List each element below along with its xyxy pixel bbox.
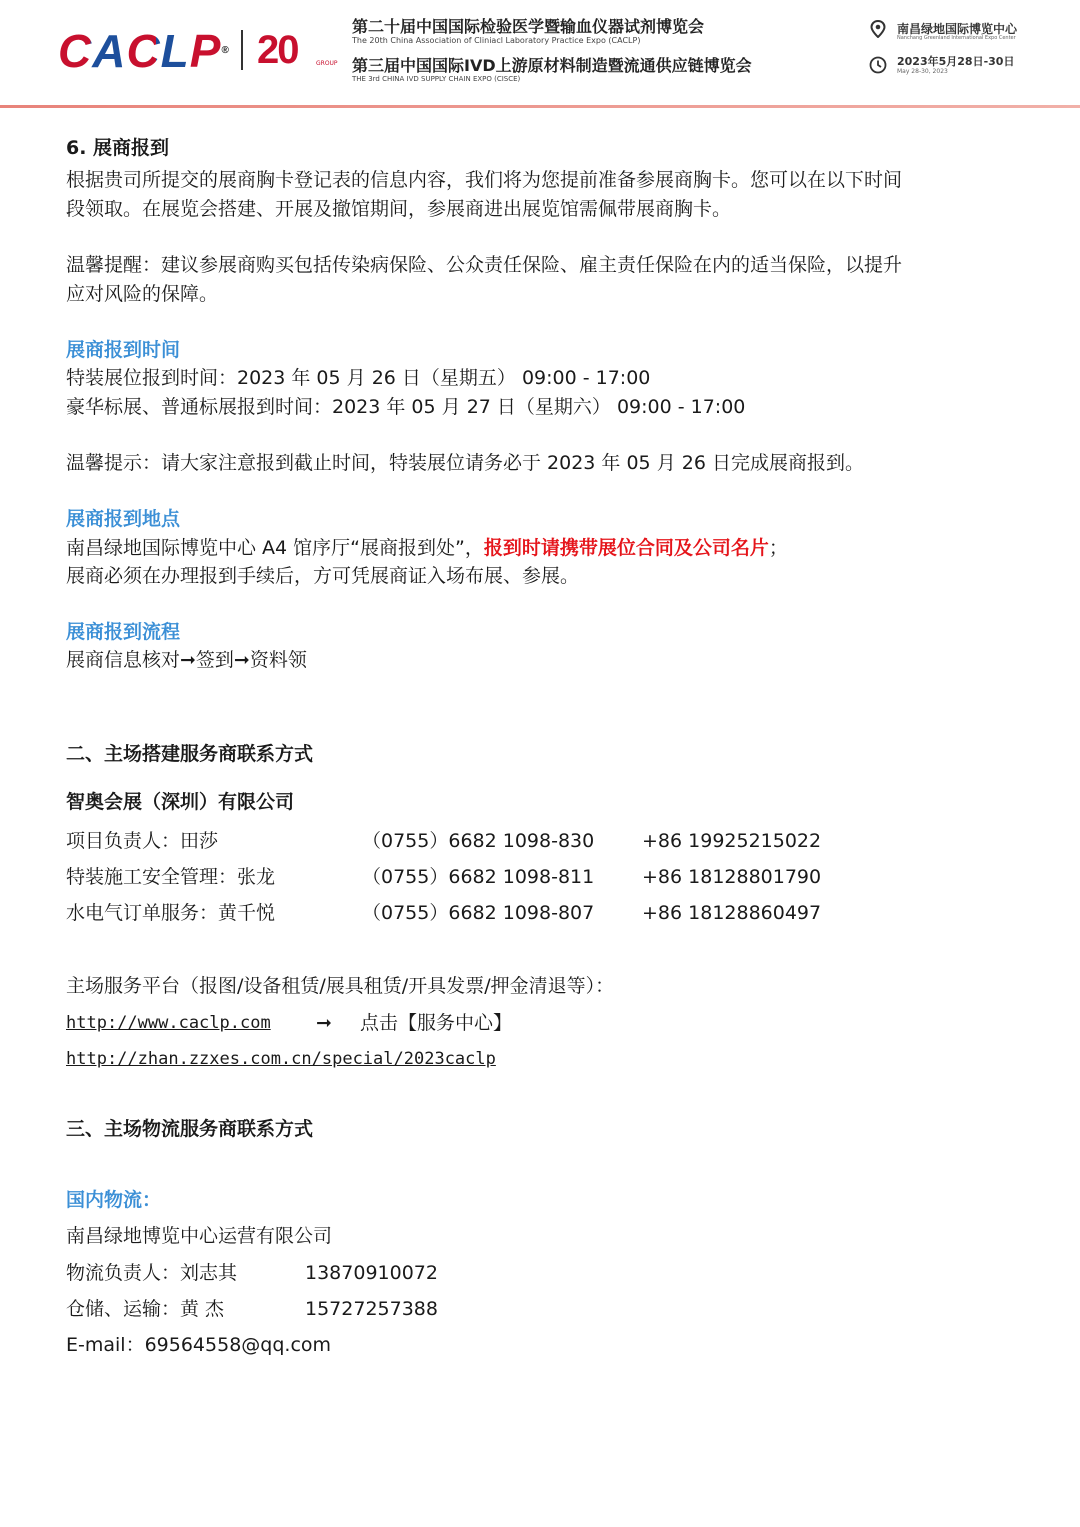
location-pin-icon bbox=[869, 20, 887, 38]
storage-contact-phone: 15727257388 bbox=[305, 1298, 438, 1320]
registered-mark: ® bbox=[221, 45, 230, 56]
expo-subtitle-2: THE 3rd CHINA IVD SUPPLY CHAIN EXPO (CISCE) bbox=[352, 75, 521, 83]
clock-icon bbox=[869, 56, 887, 74]
venue-name-en: Nanchang Greenland International Expo Center bbox=[897, 35, 1016, 41]
registration-time-heading: 展商报到时间 bbox=[66, 339, 181, 361]
expo-title-1: 第二十届中国国际检验医学暨输血仪器试剂博览会 bbox=[352, 17, 705, 36]
bring-documents-highlight: 报到时请携带展位合同及公司名片 bbox=[483, 537, 769, 559]
caclp-logo-text: CACLP bbox=[58, 25, 222, 77]
insurance-reminder-line1: 温馨提醒：建议参展商购买包括传染病保险、公众责任保险、雇主责任保险在内的适当保险，以提升 bbox=[66, 254, 903, 276]
registration-time-special: 特装展位报到时间：2023 年 05 月 26 日（星期五） 09:00 - 17:00 bbox=[66, 367, 651, 389]
registration-place-end: ； bbox=[768, 537, 788, 559]
section-6-para1-line2: 段领取。在展览会搭建、开展及撤馆期间，参展商进出展览馆需佩带展商胸卡。 bbox=[66, 198, 732, 220]
registration-place-line1 bbox=[66, 534, 788, 562]
expo-subtitle-1: The 20th China Association of Cliniacl Laboratory Practice Expo (CACLP) bbox=[352, 36, 641, 45]
arrow-right-icon: ➞ bbox=[316, 1012, 332, 1034]
section-2-title: 二、主场搭建服务商联系方式 bbox=[66, 743, 314, 765]
service-center-instruction: 点击【服务中心】 bbox=[360, 1012, 513, 1034]
build-service-company: 智奥会展（深圳）有限公司 bbox=[66, 791, 295, 813]
registration-place-text: 南昌绿地国际博览中心 A4 馆序厅“展商报到处”， bbox=[66, 537, 484, 559]
logistics-contact-phone: 13870910072 bbox=[305, 1262, 438, 1284]
registration-place-heading: 展商报到地点 bbox=[66, 508, 181, 530]
expo-date-en: May 28-30, 2023 bbox=[897, 68, 948, 75]
service-platform-label: 主场服务平台（报图/设备租赁/展具租赁/开具发票/押金清退等）： bbox=[66, 975, 615, 997]
registration-time-standard: 豪华标展、普通标展报到时间：2023 年 05 月 27 日（星期六） 09:00 - 17:00 bbox=[66, 396, 746, 418]
section-6-title: 6. 展商报到 bbox=[66, 137, 170, 159]
section-6-para1-line1: 根据贵司所提交的展商胸卡登记表的信息内容，我们将为您提前准备参展商胸卡。您可以在以下时间 bbox=[66, 169, 903, 191]
registration-flow-steps: 展商信息核对➞签到➞资料领 bbox=[66, 649, 307, 671]
contact-mobile: +86 18128801790 bbox=[642, 866, 822, 888]
contact-mobile: +86 18128860497 bbox=[642, 902, 822, 924]
storage-contact-label: 仓储、运输：黄 杰 bbox=[66, 1298, 225, 1320]
insurance-reminder-line2: 应对风险的保障。 bbox=[66, 283, 219, 305]
venue-name: 南昌绿地国际博览中心 bbox=[897, 22, 1018, 36]
contact-mobile: +86 19925215022 bbox=[642, 830, 822, 852]
anniversary-logo: 20 bbox=[257, 28, 298, 72]
contact-role: 特装施工安全管理：张龙 bbox=[66, 866, 276, 888]
contact-tel: （0755）6682 1098-811 bbox=[362, 866, 595, 888]
caclp-website-link[interactable]: http://www.caclp.com bbox=[66, 1013, 271, 1033]
expo-date: 2023年5月28日-30日 bbox=[897, 55, 1015, 68]
logistics-email: E-mail：69564558@qq.com bbox=[66, 1334, 332, 1356]
expo-title-2: 第三届中国国际IVD上游原材料制造暨流通供应链博览会 bbox=[352, 56, 752, 75]
domestic-logistics-heading: 国内物流： bbox=[66, 1189, 162, 1211]
contact-tel: （0755）6682 1098-807 bbox=[362, 902, 595, 924]
anniversary-logo-sub: GROUP bbox=[316, 60, 338, 67]
section-3-title: 三、主场物流服务商联系方式 bbox=[66, 1118, 314, 1140]
deadline-notice: 温馨提示：请大家注意报到截止时间，特装展位请务必于 2023 年 05 月 26 日完成展商报到。 bbox=[66, 452, 864, 474]
contact-tel: （0755）6682 1098-830 bbox=[362, 830, 595, 852]
header-divider bbox=[0, 105, 1080, 108]
logistics-company: 南昌绿地博览中心运营有限公司 bbox=[66, 1225, 333, 1247]
caclp-logo bbox=[58, 26, 230, 76]
registration-place-line2: 展商必须在办理报到手续后，方可凭展商证入场布展、参展。 bbox=[66, 565, 580, 587]
contact-role: 水电气订单服务：黄千悦 bbox=[66, 902, 276, 924]
contact-role: 项目负责人：田莎 bbox=[66, 830, 219, 852]
registration-flow-heading: 展商报到流程 bbox=[66, 621, 181, 643]
zzxes-service-link[interactable]: http://zhan.zzxes.com.cn/special/2023caclp bbox=[66, 1049, 496, 1069]
logo-divider bbox=[241, 30, 243, 70]
logistics-contact-label: 物流负责人：刘志其 bbox=[66, 1262, 238, 1284]
